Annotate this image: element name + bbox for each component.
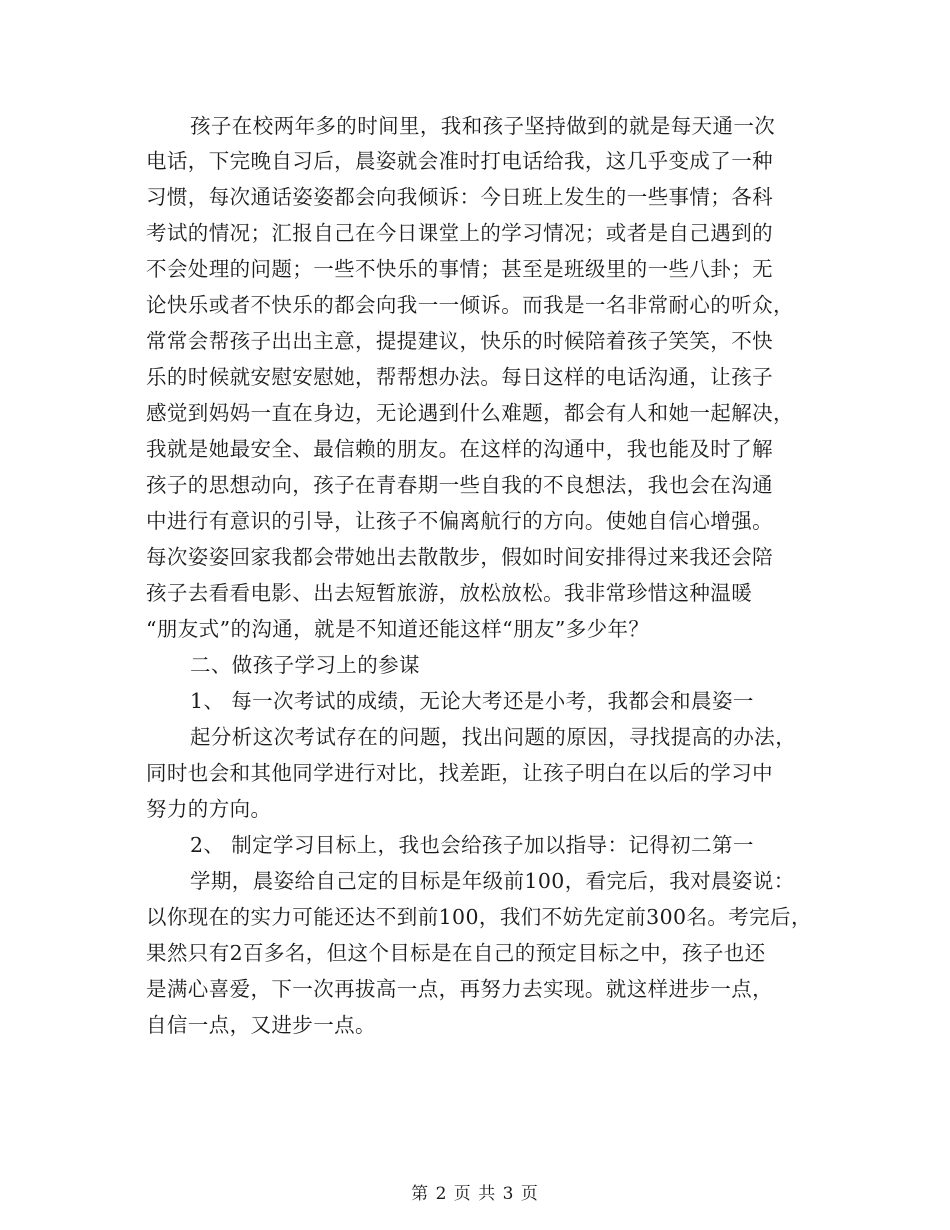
paragraph-line: 孩子在校两年多的时间里，我和孩子坚持做到的就是每天通一次 — [190, 114, 776, 138]
list-item-line: 果然只有2百多名，但这个目标是在自己的预定目标之中，孩子也还 — [146, 941, 766, 965]
paragraph-line: 常常会帮孩子出出主意，提提建议，快乐的时候陪着孩子笑笑，不快 — [146, 329, 773, 353]
paragraph-line: 考试的情况；汇报自己在今日课堂上的学习情况；或者是自己遇到的 — [146, 221, 773, 245]
list-item-line: 学期，晨姿给自己定的目标是年级前100，看完后，我对晨姿说： — [190, 869, 795, 893]
paragraph-line: 习惯，每次通话姿姿都会向我倾诉：今日班上发生的一些事情；各科 — [146, 185, 773, 209]
paragraph-line: 乐的时候就安慰安慰她，帮帮想办法。每日这样的电话沟通，让孩子 — [146, 365, 773, 389]
paragraph-line: 不会处理的问题；一些不快乐的事情；甚至是班级里的一些八卦；无 — [146, 257, 773, 281]
list-item-line: 自信一点，又进步一点。 — [146, 1013, 376, 1037]
paragraph-line: 我就是她最安全、最信赖的朋友。在这样的沟通中，我也能及时了解 — [146, 437, 773, 461]
list-item-line: 同时也会和其他同学进行对比，找差距，让孩子明白在以后的学习中 — [146, 761, 773, 785]
paragraph-line: 中进行有意识的引导，让孩子不偏离航行的方向。使她自信心增强。 — [146, 509, 773, 533]
paragraph-line: 论快乐或者不快乐的都会向我一一倾诉。而我是一名非常耐心的听众， — [146, 293, 794, 317]
paragraph-line: 电话，下完晚自习后，晨姿就会准时打电话给我，这几乎变成了一种 — [146, 149, 773, 173]
page-number-footer: 第 2 页 共 3 页 — [411, 1184, 539, 1204]
list-item-line: 以你现在的实力可能还达不到前100，我们不妨先定前300名。考完后， — [146, 905, 812, 929]
section-heading: 二、做孩子学习上的参谋 — [190, 653, 420, 677]
paragraph-line: 感觉到妈妈一直在身边，无论遇到什么难题，都会有人和她一起解决， — [146, 401, 794, 425]
paragraph-line: 孩子的思想动向，孩子在青春期一些自我的不良想法，我也会在沟通 — [146, 473, 773, 497]
list-item-line: 2、 制定学习目标上，我也会给孩子加以指导：记得初二第一 — [190, 833, 754, 857]
list-item-line: 是满心喜爱，下一次再拔高一点，再努力去实现。就这样进步一点， — [146, 977, 773, 1001]
list-item-line: 1、 每一次考试的成绩，无论大考还是小考，我都会和晨姿一 — [190, 689, 754, 713]
paragraph-line: “朋友式”的沟通，就是不知道还能这样“朋友”多少年？ — [146, 617, 650, 641]
paragraph-line: 每次姿姿回家我都会带她出去散散步，假如时间安排得过来我还会陪 — [146, 545, 773, 569]
list-item-line: 努力的方向。 — [146, 797, 272, 821]
list-item-line: 起分析这次考试存在的问题，找出问题的原因，寻找提高的办法， — [190, 725, 797, 749]
paragraph-line: 孩子去看看电影、出去短暂旅游，放松放松。我非常珍惜这种温暖 — [146, 581, 753, 605]
